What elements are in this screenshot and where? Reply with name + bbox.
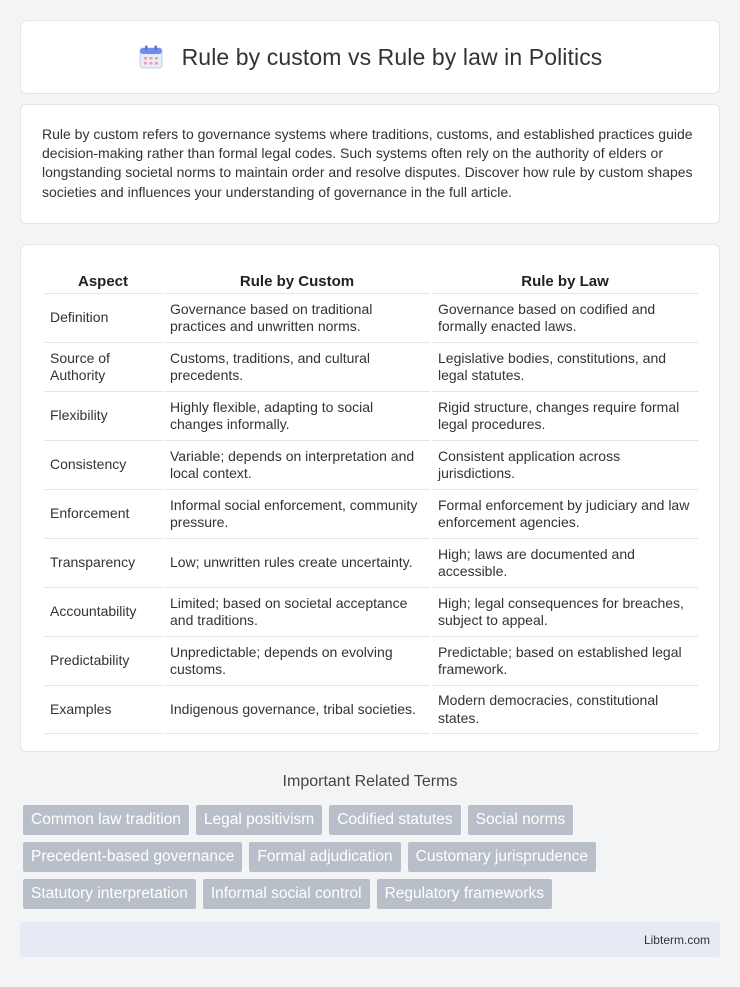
table-row xyxy=(44,489,698,538)
intro-paragraph: Rule by custom refers to governance systems where traditions, customs, and established practices guide decision-making rather than formal legal codes. Such systems often rely on the authority of elders or longstanding societal norms to maintain order and resolve disputes. Discover how rule by custom shapes societies and influences your understanding of governance in the full article. xyxy=(42,126,693,200)
cell-law: Predictable; based on established legal framework. xyxy=(432,636,698,685)
tag-regulatory-frameworks[interactable]: Regulatory frameworks xyxy=(377,879,552,909)
cell-custom: Variable; depends on interpretation and local context. xyxy=(164,440,430,489)
cell-aspect: Flexibility xyxy=(44,391,162,440)
cell-custom: Customs, traditions, and cultural precedents. xyxy=(164,342,430,391)
cell-aspect: Examples xyxy=(44,685,162,734)
cell-custom: Informal social enforcement, community pressure. xyxy=(164,489,430,538)
tag-codified-statutes[interactable]: Codified statutes xyxy=(329,805,460,835)
cell-aspect: Enforcement xyxy=(44,489,162,538)
page-title: Rule by custom vs Rule by law in Politics xyxy=(181,43,603,70)
cell-aspect: Definition xyxy=(44,293,162,342)
tag-formal-adjudication[interactable]: Formal adjudication xyxy=(249,842,400,872)
cell-aspect: Consistency xyxy=(44,440,162,489)
cell-custom: Indigenous governance, tribal societies. xyxy=(164,685,430,734)
header-card xyxy=(20,20,720,94)
cell-law: High; laws are documented and accessible. xyxy=(432,538,698,587)
header-rule-by-custom: Rule by Custom xyxy=(239,273,355,290)
header-rule-by-law: Rule by Law xyxy=(521,273,609,290)
tag-row xyxy=(23,842,723,872)
table-row xyxy=(44,342,698,391)
tag-precedent-based-governance[interactable]: Precedent-based governance xyxy=(23,842,242,872)
tag-social-norms[interactable]: Social norms xyxy=(468,805,574,835)
title-wrap xyxy=(138,44,603,71)
related-terms-tags xyxy=(23,805,723,916)
footer xyxy=(20,922,720,957)
related-terms-title: Important Related Terms xyxy=(282,773,458,790)
cell-aspect: Transparency xyxy=(44,538,162,587)
tag-statutory-interpretation[interactable]: Statutory interpretation xyxy=(23,879,196,909)
table-row xyxy=(44,685,698,734)
tag-common-law-tradition[interactable]: Common law tradition xyxy=(23,805,189,835)
cell-aspect: Predictability xyxy=(44,636,162,685)
cell-aspect: Source of Authority xyxy=(44,342,162,391)
table-row xyxy=(44,440,698,489)
table-header-row xyxy=(44,265,698,293)
cell-law: Formal enforcement by judiciary and law enforcement agencies. xyxy=(432,489,698,538)
cell-aspect: Accountability xyxy=(44,587,162,636)
tag-informal-social-control[interactable]: Informal social control xyxy=(203,879,370,909)
cell-custom: Unpredictable; depends on evolving customs. xyxy=(164,636,430,685)
cell-law: Modern democracies, constitutional states. xyxy=(432,685,698,734)
cell-custom: Highly flexible, adapting to social changes informally. xyxy=(164,391,430,440)
intro-card xyxy=(20,104,720,224)
calendar-icon xyxy=(138,44,164,70)
cell-custom: Low; unwritten rules create uncertainty. xyxy=(164,538,430,587)
comparison-table xyxy=(42,265,700,734)
cell-law: High; legal consequences for breaches, subject to appeal. xyxy=(432,587,698,636)
cell-law: Consistent application across jurisdictions. xyxy=(432,440,698,489)
tag-row xyxy=(23,805,723,835)
header-aspect: Aspect xyxy=(77,273,129,290)
cell-law: Governance based on codified and formally enacted laws. xyxy=(432,293,698,342)
cell-law: Rigid structure, changes require formal legal procedures. xyxy=(432,391,698,440)
table-row xyxy=(44,293,698,342)
table-row xyxy=(44,538,698,587)
table-row xyxy=(44,587,698,636)
table-row xyxy=(44,636,698,685)
cell-custom: Limited; based on societal acceptance and traditions. xyxy=(164,587,430,636)
tag-row xyxy=(23,879,723,909)
cell-custom: Governance based on traditional practices and unwritten norms. xyxy=(164,293,430,342)
footer-brand-link[interactable]: Libterm.com xyxy=(643,932,710,947)
cell-law: Legislative bodies, constitutions, and legal statutes. xyxy=(432,342,698,391)
comparison-table-card xyxy=(20,244,720,752)
tag-customary-jurisprudence[interactable]: Customary jurisprudence xyxy=(408,842,596,872)
table-row xyxy=(44,391,698,440)
tag-legal-positivism[interactable]: Legal positivism xyxy=(196,805,322,835)
